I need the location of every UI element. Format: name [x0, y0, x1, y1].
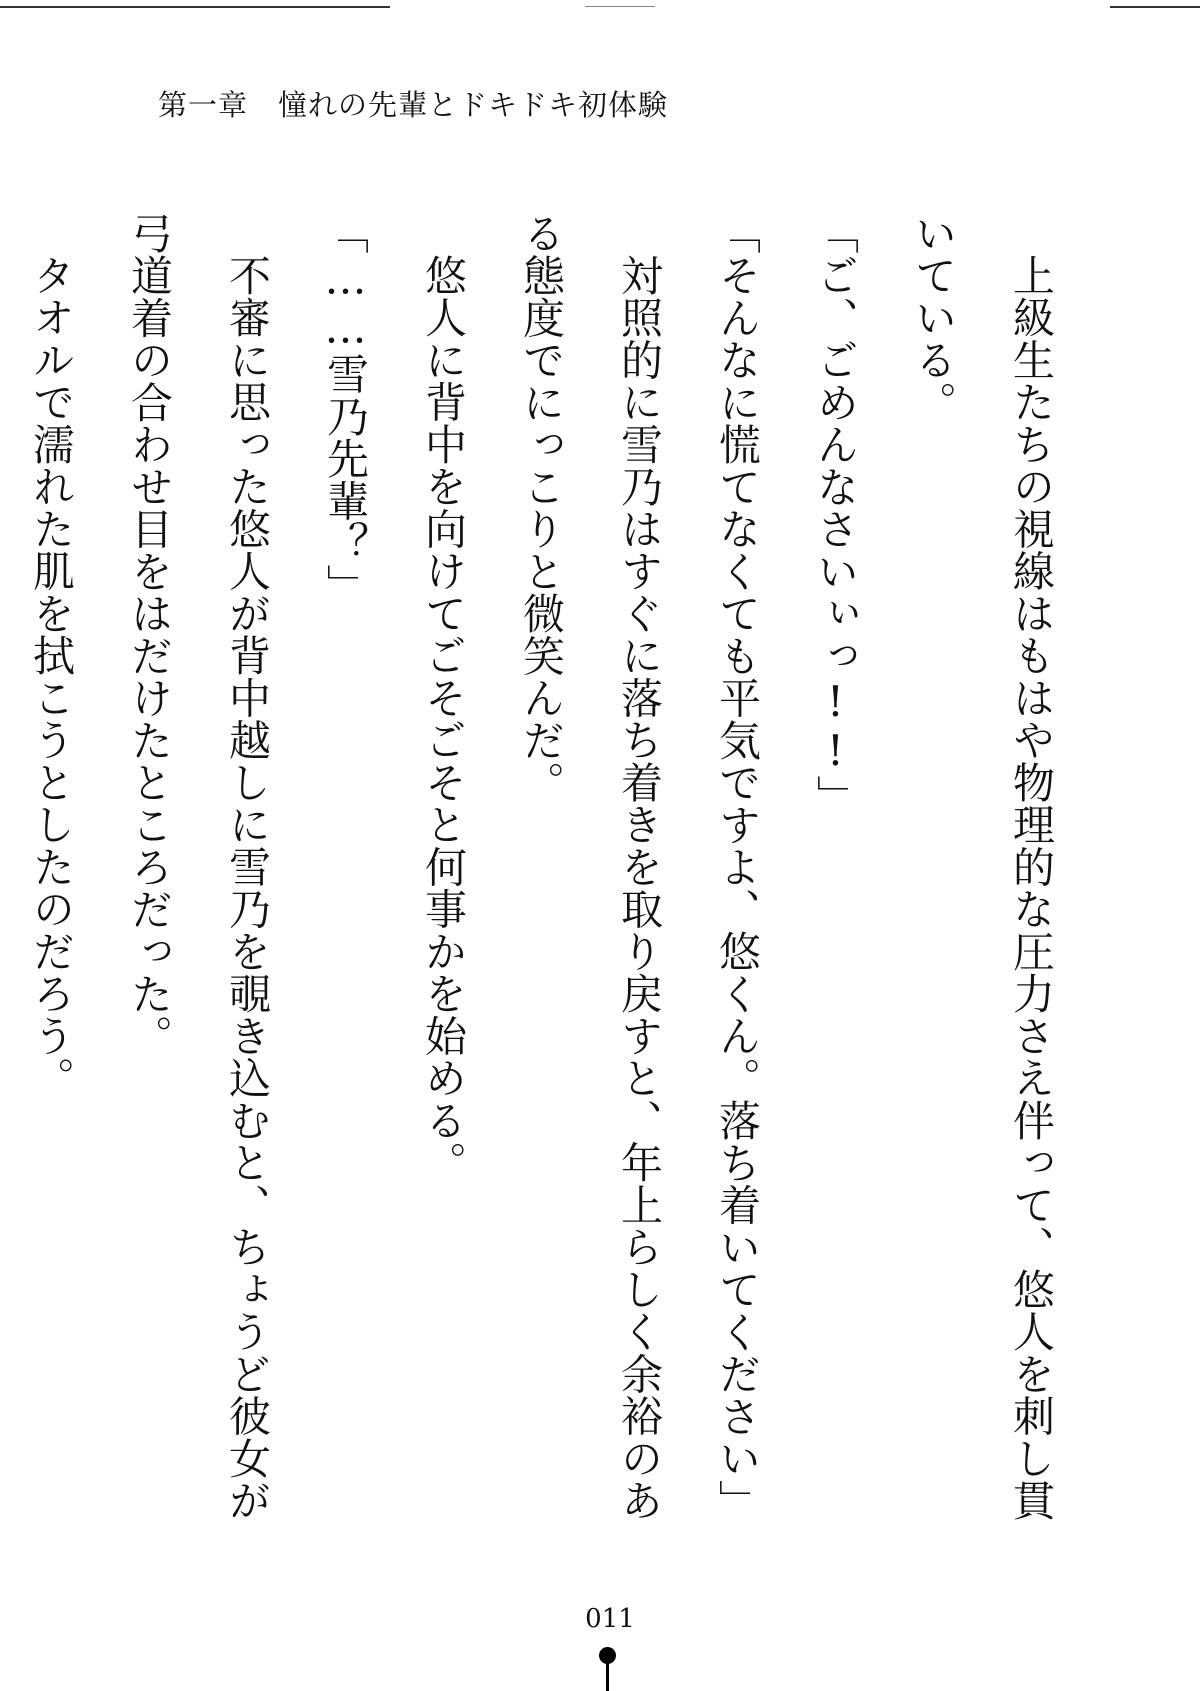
- page-marker-line: [606, 1662, 609, 1691]
- scan-edge-line: [0, 6, 390, 8]
- paragraph: 悠人に背中を向けてごそごそと何事かを始める。: [419, 254, 468, 1184]
- page-number: 011: [585, 1604, 635, 1634]
- dialogue-line: 「ご、ごめんなさいぃっ!!」: [811, 212, 860, 818]
- paragraph: 上級生たちの視線はもはや物理的な圧力さえ伴って、悠人を刺し貫いている。: [909, 212, 1056, 1522]
- scan-edge-line: [1110, 6, 1200, 8]
- scan-edge-line: [585, 6, 655, 7]
- paragraph: 対照的に雪乃はすぐに落ち着きを取り戻すと、年上らしく余裕のある態度でにっこりと微笑んだ。: [517, 212, 664, 1522]
- paragraph: 不審に思った悠人が背中越しに雪乃を覗き込むと、ちょうど彼女が弓道着の合わせ目をはだけたところだった。: [125, 212, 272, 1522]
- dialogue-line: 「そんなに慌てなくても平気ですよ、悠くん。落ち着いてください」: [713, 212, 762, 1522]
- chapter-running-header: 第一章 憧れの先輩とドキドキ初体験: [158, 88, 669, 122]
- paragraph: タオルで濡れた肌を拭こうとしたのだろう。: [27, 254, 76, 1099]
- vertical-body-text: [27, 212, 1080, 1552]
- dialogue-line: 「……雪乃先輩？」: [321, 212, 370, 607]
